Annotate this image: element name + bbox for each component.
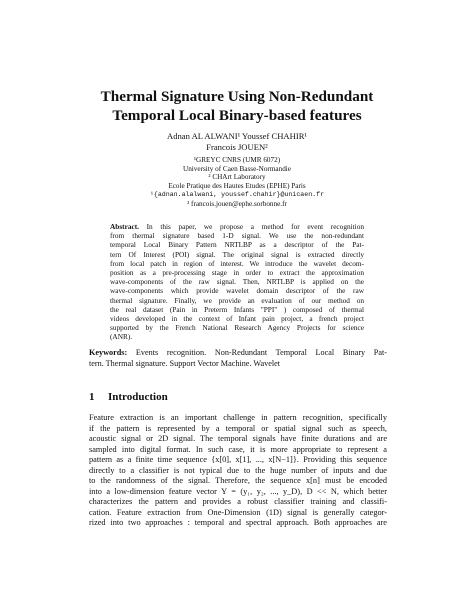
title-line-1: Thermal Signature Using Non-Redundant (100, 88, 374, 105)
abstract (110, 222, 364, 342)
abstract-line: tern Of Interest (POI) signal. The original signal is extracted directly (110, 249, 364, 259)
abstract-line: thermal signature. Finally, we provide an evaluation of our method on (110, 295, 364, 305)
abstract-line: wave-components of the raw signal. Then, NRTLBP is applied on the (110, 277, 364, 287)
intro-line: directly to a classifier is not typical due to the huge number of inputs and due (89, 465, 387, 475)
affiliation-line: Ecole Pratique des Hautes Etudes (EPHE) Paris (168, 182, 306, 191)
abstract-line: In this paper, we propose a method for event recognition (146, 222, 364, 231)
affiliation-line: ² CHArt Laboratory (208, 173, 266, 182)
abstract-line: position as a pre-processing stage in order to extract the approximation (110, 268, 364, 278)
affiliation-line: University of Caen Basse-Normandie (183, 164, 291, 173)
email-line: ¹{adnan.alalwani, youssef.chahir}@unicaen.fr (149, 190, 325, 198)
abstract-line: (ANR). (110, 332, 133, 342)
abstract-line: supported by the French National Research Agency Projects for science (110, 323, 364, 333)
author-block (0, 131, 474, 152)
intro-line: pattern as a finite time sequence {x[0], x[1], ..., x[N−1]}. Providing this sequence (89, 455, 387, 464)
intro-line: sampled into digital format. In such case, it is more appropriate to represent a (89, 444, 387, 454)
abstract-line: temporal Local Binary Pattern NRTLBP as a descriptor of the Pat- (110, 240, 364, 250)
abstract-label: Abstract. (110, 222, 139, 231)
abstract-line: from local patch in region of interest. We introduce the wavelet decom- (110, 258, 364, 268)
keywords-line: tern. Thermal signature. Support Vector Machine. Wavelet (89, 358, 281, 368)
abstract-line: wave-components which provide wavelet domain descriptor of the raw (110, 286, 364, 296)
title-line-2: Temporal Local Binary-based features (112, 107, 362, 124)
abstract-line: videos developed in the context of Infant pain project, a french project (110, 314, 364, 324)
email-line: ² francois.jouen@ephe.sorbonne.fr (187, 199, 287, 208)
intro-line: Feature extraction is an important challenge in pattern recognition, specifically (89, 413, 387, 422)
intro-line: acoustic signal or 2D signal. The temporal signals have finite durations and are (89, 434, 387, 443)
paper-title (0, 87, 474, 125)
intro-line: to the randomness of the signal. Therefore, the sequence x[n] must be encoded (89, 476, 387, 485)
introduction-text (89, 413, 387, 529)
authors-line-1: Adnan AL ALWANI¹ Youssef CHAHIR¹ (166, 131, 308, 141)
authors-line-2: Francois JOUEN² (206, 141, 268, 152)
abstract-line: the real dataset (Pain in Preterm Infants "PPI" ) composed of thermal (110, 304, 364, 314)
intro-line: rized into two approaches : temporal and spectral approach. Both approaches are (89, 518, 387, 527)
keywords-label: Keywords: (89, 348, 128, 357)
intro-line: characterizes the pattern and provides a robust classifier training and classifi- (89, 497, 387, 506)
section-heading (89, 391, 168, 403)
section-number: 1 (89, 391, 95, 403)
keywords-line: Events recognition. Non-Redundant Temporal Local Binary Pat- (135, 348, 387, 357)
intro-line: into a low-dimension feature vector Y = (y₁, y₂, ..., y_D), D << N, which better (89, 486, 387, 496)
affiliation-line: ¹GREYC CNRS (UMR 6072) (193, 156, 281, 164)
intro-line: if the pattern is represented by a temporal or spatial signal such as speech, (89, 423, 387, 433)
section-title: Introduction (108, 391, 168, 403)
affiliation-block (0, 156, 474, 208)
intro-line: cation. Feature extraction from One-Dimension (1D) signal is generally categor- (89, 507, 387, 517)
keywords (89, 348, 387, 369)
abstract-line: from thermal signature based 1-D signal. We use the non-redundant (110, 231, 364, 241)
